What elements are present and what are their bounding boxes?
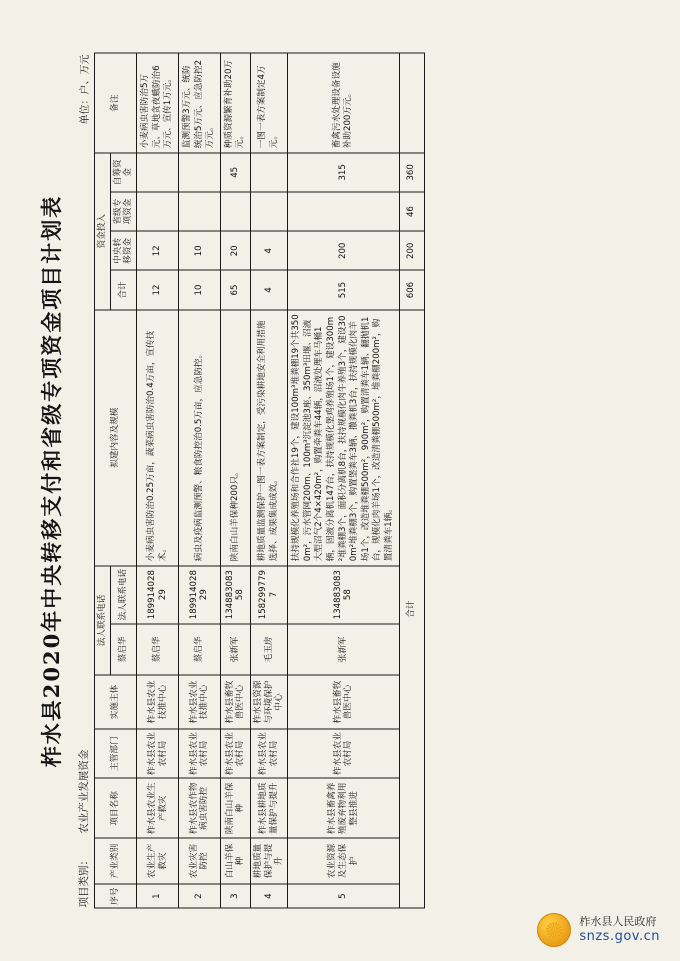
th-funds-provincial: 省级专项资金 [110, 191, 136, 230]
cell-project-name: 柞水县农作物病虫害防控 [178, 778, 220, 838]
cell-content: 陕南白山羊保种200只。 [220, 309, 250, 565]
cell-seq: 1 [137, 883, 179, 908]
gov-emblem-icon [537, 913, 571, 947]
th-legal-person: 法人联系电话 [95, 565, 111, 674]
cell-total: 10 [178, 270, 220, 309]
cell-implementer: 柞水县畜牧兽医中心 [220, 675, 250, 729]
cell-industry: 耕地质量保护与提升 [250, 838, 287, 883]
cell-seq: 3 [220, 883, 250, 908]
table-body [137, 53, 424, 908]
cell-authority: 柞水县农业农村局 [288, 728, 399, 778]
cell-content: 病虫及疫病监测预警、粮食防控治0.5万亩，应急防控。 [178, 309, 220, 565]
th-funds-group: 资金投入 [95, 152, 111, 309]
cell-total: 65 [220, 270, 250, 309]
table-row [137, 53, 179, 908]
cell-authority: 柞水县农业农村局 [178, 728, 220, 778]
cell-provincial [250, 191, 287, 230]
page-title: 柞水县2020年中央转移支付和省级专项资金项目计划表 [39, 194, 64, 767]
table-row [250, 53, 287, 908]
cell-self: 45 [220, 152, 250, 191]
th-remark: 备注 [95, 53, 137, 152]
cell-central: 10 [178, 231, 220, 270]
th-project-name: 项目名称 [95, 778, 137, 838]
cell-implementer: 柞水县农业技推中心 [137, 675, 179, 729]
scanned-sheet [20, 28, 660, 933]
cell-total-remark [399, 53, 424, 152]
cell-central: 200 [288, 231, 399, 270]
cell-industry: 农业生产救灾 [137, 838, 179, 883]
cell-total-sum: 606 [399, 270, 424, 309]
cell-legal-person: 蔡启华 [137, 623, 179, 675]
cell-total: 12 [137, 270, 179, 309]
table-row [178, 53, 220, 908]
cell-implementer: 柞水县畜牧兽医中心 [288, 675, 399, 729]
cell-seq: 5 [288, 883, 399, 908]
th-seq: 序号 [95, 883, 137, 908]
cell-provincial [137, 191, 179, 230]
cell-self [178, 152, 220, 191]
th-funds-self: 自筹资金 [110, 152, 136, 191]
cell-provincial [178, 191, 220, 230]
cell-remark: 畜禽污水处理设备设施补助200万元。 [288, 53, 399, 152]
cell-project-name: 柞水县畜禽养殖废弃物利用整县推进 [288, 778, 399, 838]
cell-total-label: 合计 [399, 309, 424, 908]
cell-authority: 柞水县农业农村局 [220, 728, 250, 778]
unit-note: 单位：户、万元 [80, 54, 91, 124]
cell-remark: 监测预警3万元、统防统治5万元、应急防控2万元。 [178, 53, 220, 152]
th-legal-name: 蔡启华 [110, 623, 136, 675]
footer-org: 柞水县人民政府 [579, 915, 657, 928]
th-industry: 产业类别 [95, 838, 137, 883]
cell-industry: 农业灾害防控 [178, 838, 220, 883]
table-row [220, 53, 250, 908]
cell-legal-person: 毛玉房 [250, 623, 287, 675]
th-implementer: 实施主体 [95, 675, 137, 729]
cell-self [137, 152, 179, 191]
category-label: 项目类别： [78, 854, 90, 907]
cell-content: 耕地质量监测保护一图一表方案制定，受污染耕地安全利用措施选择、成果集成成效。 [250, 309, 287, 565]
cell-self: 315 [288, 152, 399, 191]
cell-content: 扶持规模化养殖场和合作社19个，建设100m³堆粪棚19个共3500m²，污水管网200m、100m³沉淀池3座、350m³田堰、沼液大型沼气2个4×420m²，购置牵粪车44辆，沼液处理车马桶1辆，固液分离机147台，扶持规模化堡鸡养殖场1个，建设300m²堆粪棚3个，面积分离机8台，扶持规模化肉牛养殖3个，建设300m²堆粪棚3个，购置堡粪车3辆、撒粪机3台，扶持规模化肉羊场1个，改造堆粪棚500m²，900m²，购置清粪车1辆、翻抛机1台，规模化肉羊场1个，改造清粪棚500m²，堆粪棚200m²，购置清粪车1辆。 [288, 309, 399, 565]
cell-legal-person: 蔡启华 [178, 623, 220, 675]
cell-remark: 小麦病虫害防治5万元、草地贪夜蛾防治6万元、宣传1万元。 [137, 53, 179, 152]
cell-seq: 4 [250, 883, 287, 908]
th-content: 拟建内容及规模 [95, 309, 137, 565]
cell-authority: 柞水县农业农村局 [250, 728, 287, 778]
project-plan-table [94, 53, 425, 909]
th-funds-central: 中央转移资金 [110, 231, 136, 270]
cell-self [250, 152, 287, 191]
cell-legal-person: 张新军 [288, 623, 399, 675]
cell-provincial [220, 191, 250, 230]
cell-phone: 18991402829 [137, 565, 179, 623]
cell-phone: 1582997797 [250, 565, 287, 623]
cell-legal-person: 张新军 [220, 623, 250, 675]
cell-project-name: 柞水县农业生产救灾 [137, 778, 179, 838]
footer-domain: snzs.gov.cn [579, 928, 660, 944]
cell-total-self: 360 [399, 152, 424, 191]
th-authority: 主管部门 [95, 728, 137, 778]
site-watermark [537, 913, 660, 947]
th-phone: 法人联系电话 [110, 565, 136, 623]
table-row [288, 53, 399, 908]
cell-total: 4 [250, 270, 287, 309]
th-funds-total: 合计 [110, 270, 136, 309]
cell-phone: 13488308358 [220, 565, 250, 623]
cell-implementer: 柞水县农业技推中心 [178, 675, 220, 729]
cell-total: 515 [288, 270, 399, 309]
cell-project-name: 陕南白山羊保种 [220, 778, 250, 838]
cell-central: 4 [250, 231, 287, 270]
cell-industry: 农业资源及生态保护 [288, 838, 399, 883]
cell-authority: 柞水县农业农村局 [137, 728, 179, 778]
cell-phone: 18991402829 [178, 565, 220, 623]
cell-seq: 2 [178, 883, 220, 908]
cell-content: 小麦病虫害防治0.25万亩，蔬菜病虫害防治0.4万亩，宣传技术。 [137, 309, 179, 565]
table-total-row [399, 53, 424, 908]
cell-central: 12 [137, 231, 179, 270]
cell-provincial [288, 191, 399, 230]
category-value: 农业产业发展资金 [78, 749, 90, 834]
cell-remark: 一图一表方案制定4万元。 [250, 53, 287, 152]
cell-central: 20 [220, 231, 250, 270]
cell-industry: 白山羊保种 [220, 838, 250, 883]
subheader [76, 54, 91, 907]
cell-project-name: 柞水县耕地质量保护与提升 [250, 778, 287, 838]
cell-remark: 种质资源繁育补助20万元。 [220, 53, 250, 152]
table-header-row-1 [95, 53, 111, 908]
cell-total-central: 200 [399, 231, 424, 270]
cell-total-provincial: 46 [399, 191, 424, 230]
cell-phone: 13488308358 [288, 565, 399, 623]
cell-implementer: 柞水县资源与环境保护中心 [250, 675, 287, 729]
